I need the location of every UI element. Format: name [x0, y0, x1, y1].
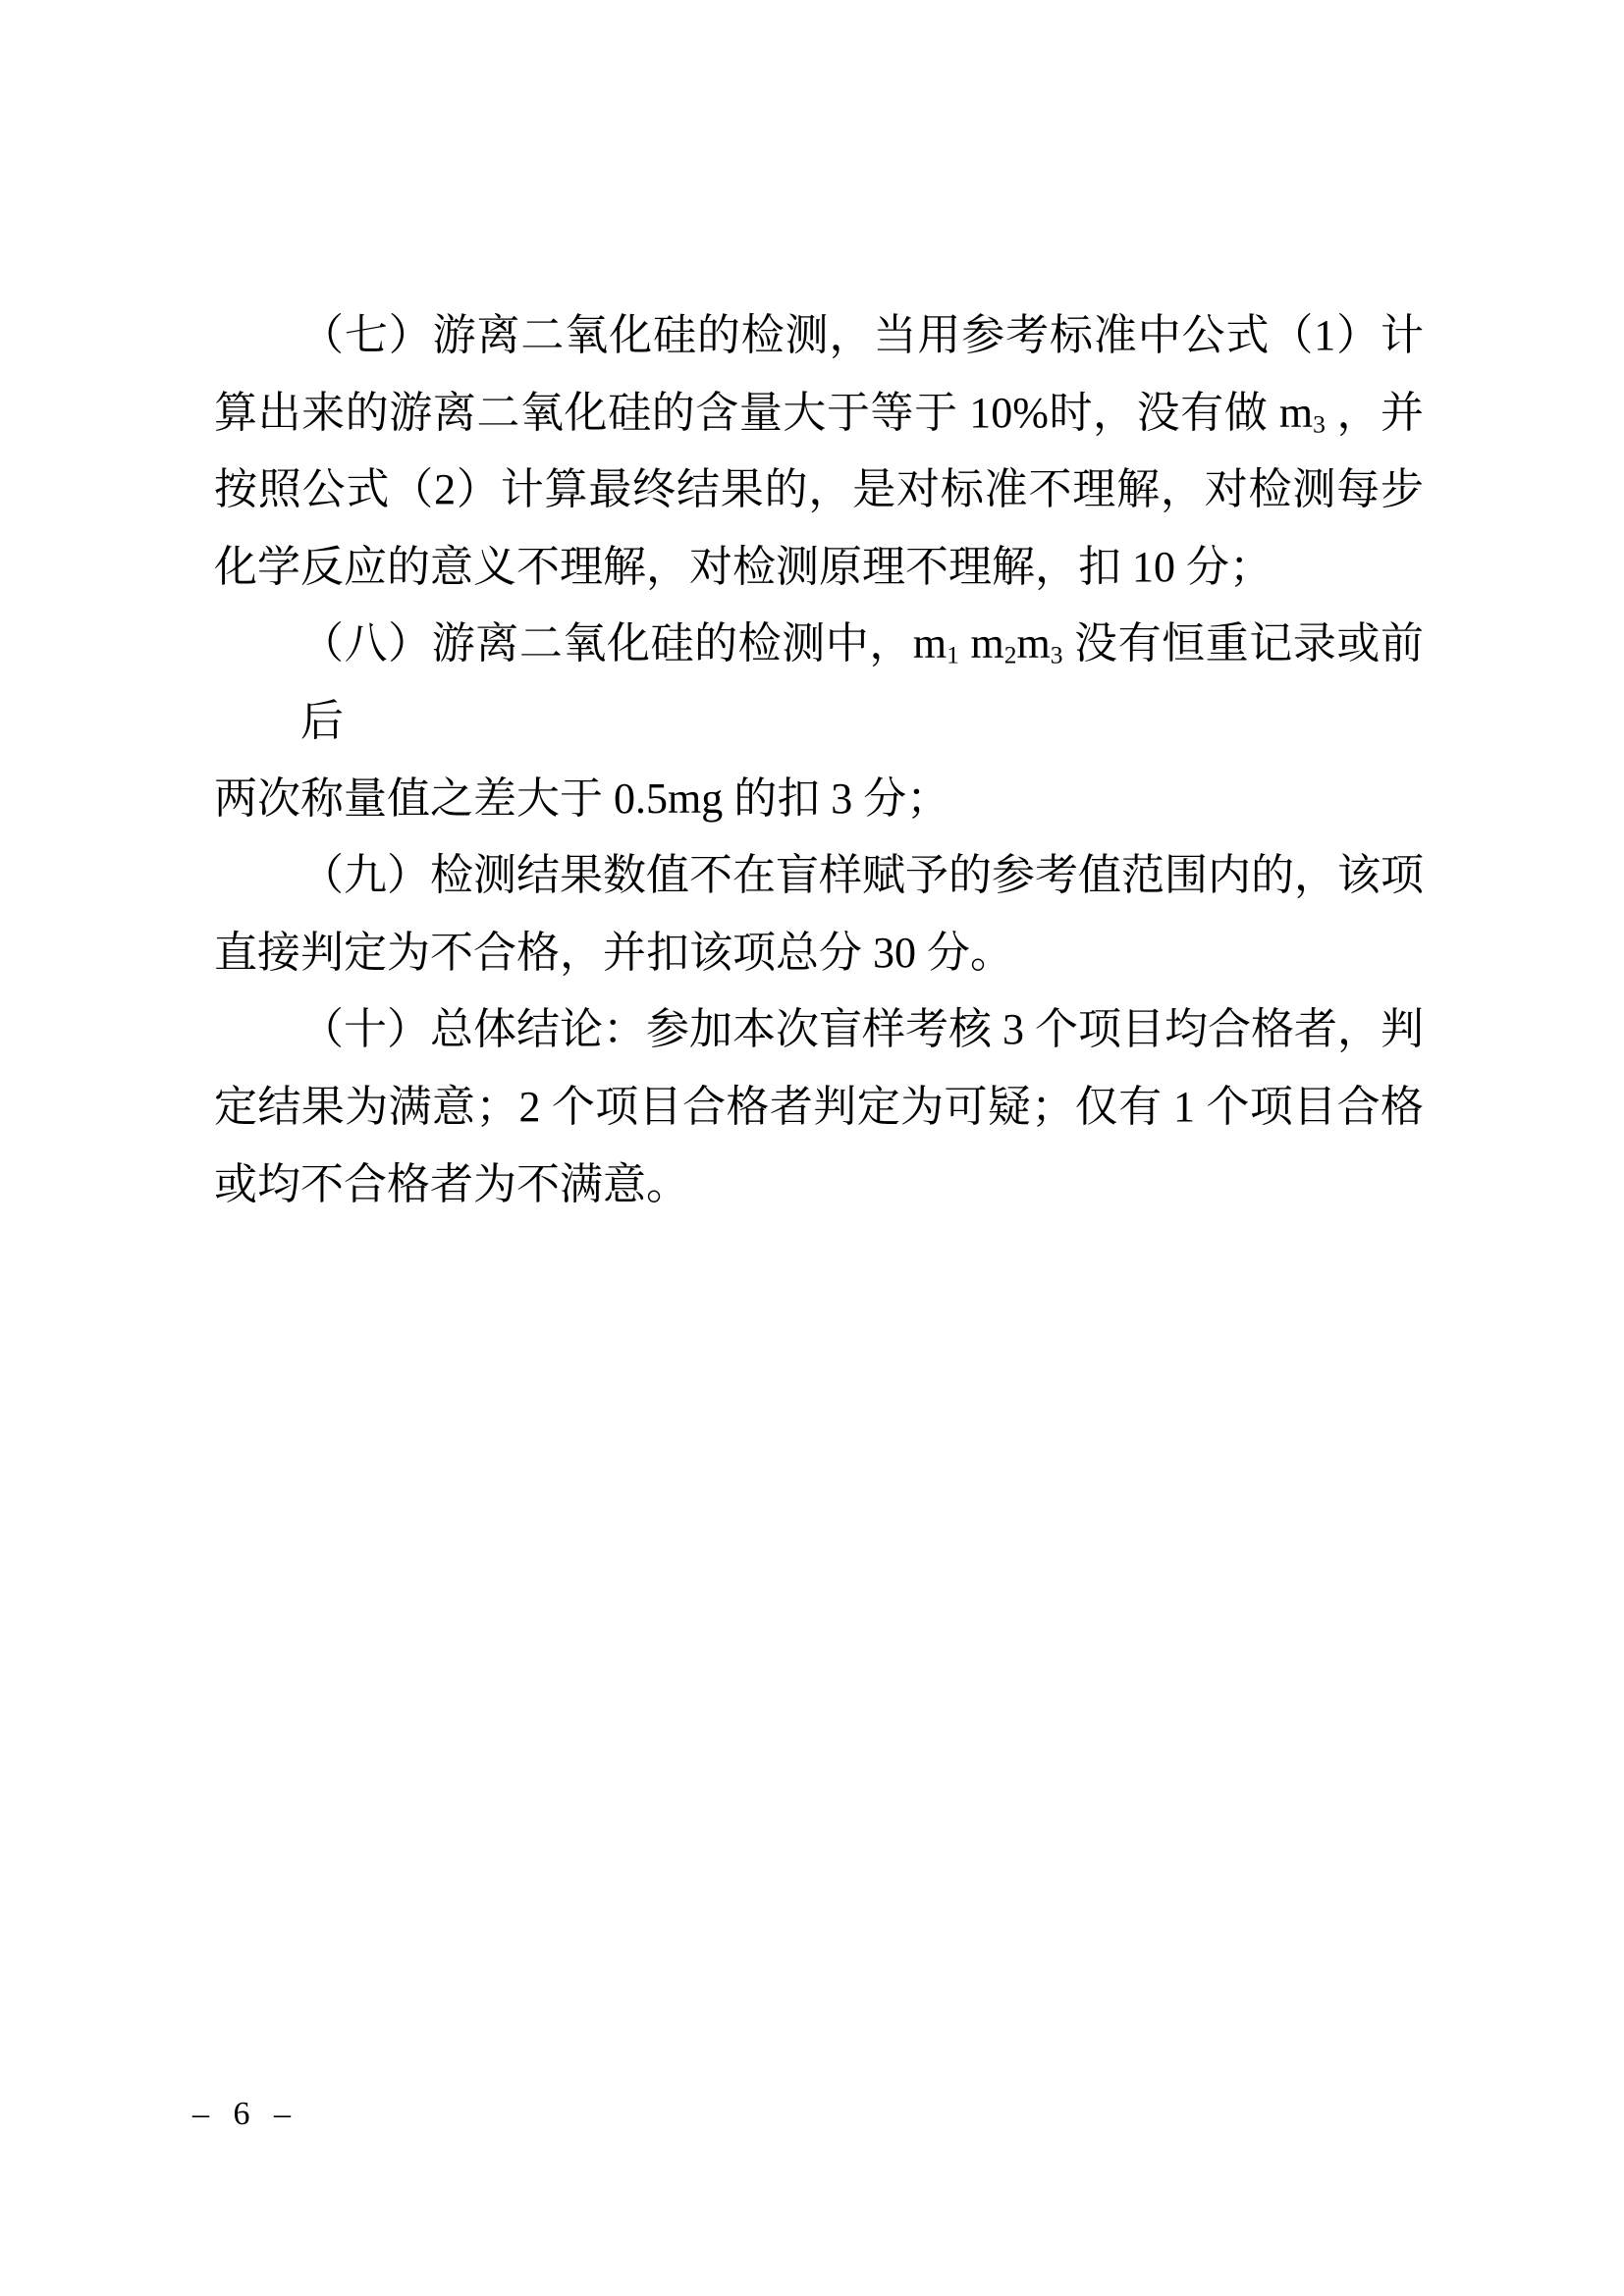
text-line: 按照公式（2）计算最终结果的，是对标准不理解，对检测每步: [214, 465, 1424, 514]
paragraph-item-8: [214, 606, 1424, 837]
text-line: 两次称量值之差大于 0.5mg 的扣 3 分；: [214, 774, 950, 823]
text-line: （八）游离二氧化硅的检测中，$m_1$ $m_2m_3$ 没有恒重记录或前后: [300, 619, 1424, 745]
text-line: （十）总体结论：参加本次盲样考核 3 个项目均合格者，判: [300, 1005, 1424, 1054]
text-line: 直接判定为不合格，并扣该项总分 30 分。: [214, 928, 1013, 977]
text-line: （七）游离二氧化硅的检测，当用参考标准中公式（1）计: [300, 311, 1424, 359]
text-line: 或均不合格者为不满意。: [214, 1159, 689, 1208]
page-number: – 6 –: [192, 2096, 298, 2132]
paragraph-item-7: [214, 297, 1424, 606]
document-body: [214, 297, 1424, 1223]
text-line: 化学反应的意义不理解，对检测原理不理解，扣 10 分；: [214, 542, 1272, 591]
text-line: 定结果为满意；2 个项目合格者判定为可疑；仅有 1 个项目合格: [214, 1082, 1424, 1131]
paragraph-item-9: [214, 837, 1424, 991]
page-footer: [192, 2095, 298, 2134]
paragraph-item-10: [214, 991, 1424, 1223]
text-line: （九）检测结果数值不在盲样赋予的参考值范围内的，该项: [300, 851, 1424, 900]
text-line: 算出来的游离二氧化硅的含量大于等于 10%时，没有做 $m_3$ ，并: [214, 388, 1425, 439]
